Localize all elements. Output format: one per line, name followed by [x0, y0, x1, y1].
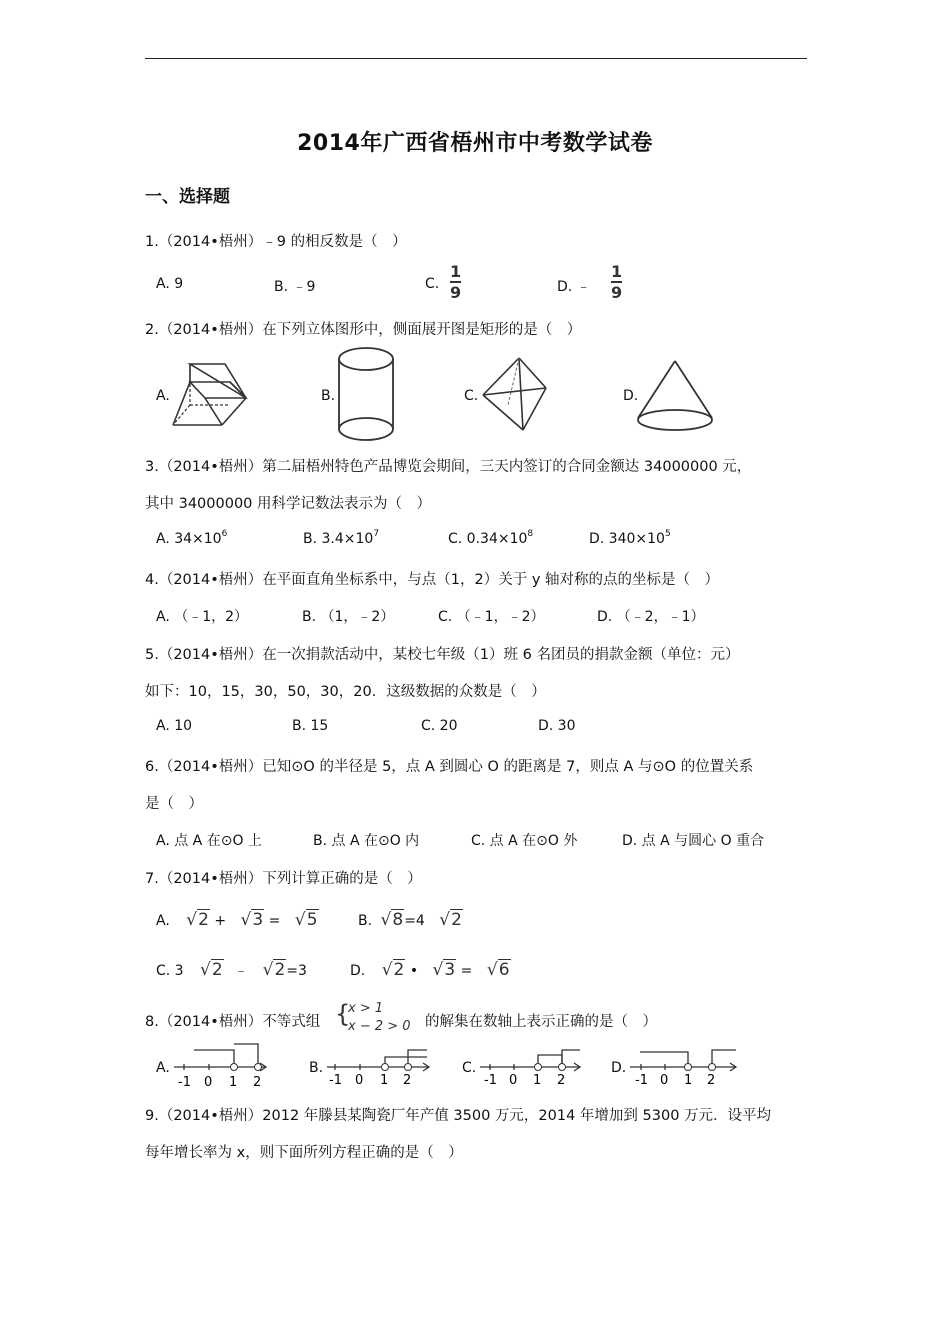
question-8-stem-end: 的解集在数轴上表示正确的是（ ） [425, 1014, 657, 1030]
q6-option-c[interactable]: C. 点 A 在⊙O 外 [471, 833, 578, 849]
q4-option-a[interactable]: A. （﹣1，2） [156, 609, 249, 625]
tick-label: 1 [684, 1073, 693, 1088]
question-7-stem: 7.（2014•梧州）下列计算正确的是（ ） [145, 871, 422, 887]
tick-label: 2 [557, 1073, 566, 1088]
q3-option-d[interactable]: D. $340\times 10^5$ [589, 529, 671, 547]
header-rule [145, 58, 807, 59]
question-2-stem: 2.（2014•梧州）在下列立体图形中，侧面展开图是矩形的是（ ） [145, 322, 582, 338]
tick-label: 1 [380, 1073, 389, 1088]
q7-option-c[interactable]: C. 3 √2 ﹣ √2=3 [156, 960, 307, 980]
q4-option-d[interactable]: D. （﹣2，﹣1） [597, 609, 705, 625]
tick-label: -1 [635, 1073, 648, 1088]
tick-label: 1 [229, 1075, 238, 1090]
tick-label: 0 [355, 1073, 364, 1088]
q3-option-c[interactable]: C. $0.34\times 10^8$ [448, 529, 534, 547]
cylinder-figure [336, 345, 396, 443]
q6-option-b[interactable]: B. 点 A 在⊙O 内 [313, 833, 420, 849]
tick-label: -1 [178, 1075, 191, 1090]
q3-option-b[interactable]: B. $3.4\times 10^7$ [303, 529, 380, 547]
question-3-stem-line2: 其中 34000000 用科学记数法表示为（ ） [145, 496, 432, 512]
question-1-stem: 1.（2014•梧州）﹣9 的相反数是（ ） [145, 234, 407, 250]
q8-option-b[interactable]: B. [309, 1060, 324, 1076]
q6-option-d[interactable]: D. 点 A 与圆心 O 重合 [622, 833, 765, 849]
question-9-stem-line1: 9.（2014•梧州）2012 年滕县某陶瓷厂年产值 3500 万元，2014 年增加到 5300 万元．设平均 [145, 1108, 772, 1124]
q1-option-a[interactable]: A. 9 [156, 276, 184, 292]
tick-label: 2 [403, 1073, 412, 1088]
tick-label: 2 [253, 1075, 262, 1090]
q6-option-a[interactable]: A. 点 A 在⊙O 上 [156, 833, 262, 849]
q2-option-b[interactable]: B. [321, 388, 336, 404]
number-line-b [325, 1042, 435, 1092]
page-title: 2014年广西省梧州市中考数学试卷 [297, 131, 653, 156]
question-6-stem-line1: 6.（2014•梧州）已知⊙O 的半径是 5，点 A 到圆心 O 的距离是 7，则点 A 与⊙O 的位置关系 [145, 759, 754, 775]
question-6-stem-line2: 是（ ） [145, 796, 203, 812]
section-heading: 一、选择题 [145, 187, 230, 207]
question-3-stem-line1: 3.（2014•梧州）第二届梧州特色产品博览会期间，三天内签订的合同金额达 34000000 元， [145, 459, 752, 475]
cone-figure [636, 358, 714, 436]
question-5-stem-line2: 如下：10，15，30，50，30，20．这级数据的众数是（ ） [145, 684, 546, 700]
tick-label: -1 [484, 1073, 497, 1088]
q2-option-a[interactable]: A. [156, 388, 170, 404]
number-line-c [478, 1042, 588, 1092]
frustum-figure [170, 360, 250, 430]
system-brace: { [335, 1000, 351, 1028]
q1-option-d[interactable]: D. ﹣ [557, 279, 591, 295]
q1-option-d-fraction: 1 9 [611, 262, 623, 302]
q8-option-d[interactable]: D. [611, 1060, 627, 1076]
q2-option-c[interactable]: C. [464, 388, 479, 404]
q7-option-b[interactable]: B. √8=4 √2 [358, 910, 462, 930]
inequality-system: x > 1 x − 2 > 0 [348, 1001, 411, 1034]
question-9-stem-line2: 每年增长率为 x，则下面所列方程正确的是（ ） [145, 1145, 463, 1161]
q1-option-b[interactable]: B. ﹣9 [274, 279, 316, 295]
tick-label: 0 [204, 1075, 213, 1090]
q8-option-c[interactable]: C. [462, 1060, 477, 1076]
tick-label: 0 [509, 1073, 518, 1088]
question-8-stem: 8.（2014•梧州）不等式组 [145, 1014, 321, 1030]
q7-option-d[interactable]: D. √2 • √3 = √6 [350, 960, 510, 980]
tick-label: 1 [533, 1073, 542, 1088]
q2-option-d[interactable]: D. [623, 388, 639, 404]
q1-option-c[interactable]: C. [425, 276, 440, 292]
question-5-stem-line1: 5.（2014•梧州）在一次捐款活动中，某校七年级（1）班 6 名团员的捐款金额（单位：元） [145, 647, 740, 663]
q3-option-a[interactable]: A. $34\times 10^6$ [156, 529, 228, 547]
q5-option-d[interactable]: D. 30 [538, 718, 576, 734]
number-line-a [172, 1042, 272, 1092]
q1-option-c-fraction: 1 9 [450, 262, 462, 302]
q5-option-c[interactable]: C. 20 [421, 718, 458, 734]
tetrahedron-figure [478, 355, 558, 435]
q8-option-a[interactable]: A. [156, 1060, 170, 1076]
q7-option-a[interactable]: A. √2 + √3 = √5 [156, 910, 318, 930]
q5-option-a[interactable]: A. 10 [156, 718, 193, 734]
tick-label: 0 [660, 1073, 669, 1088]
tick-label: 2 [707, 1073, 716, 1088]
tick-label: -1 [329, 1073, 342, 1088]
question-4-stem: 4.（2014•梧州）在平面直角坐标系中，与点（1，2）关于 y 轴对称的点的坐标是（ ） [145, 572, 720, 588]
number-line-d [628, 1042, 743, 1092]
q5-option-b[interactable]: B. 15 [292, 718, 329, 734]
q4-option-c[interactable]: C. （﹣1，﹣2） [438, 609, 545, 625]
q4-option-b[interactable]: B. （1，﹣2） [302, 609, 395, 625]
